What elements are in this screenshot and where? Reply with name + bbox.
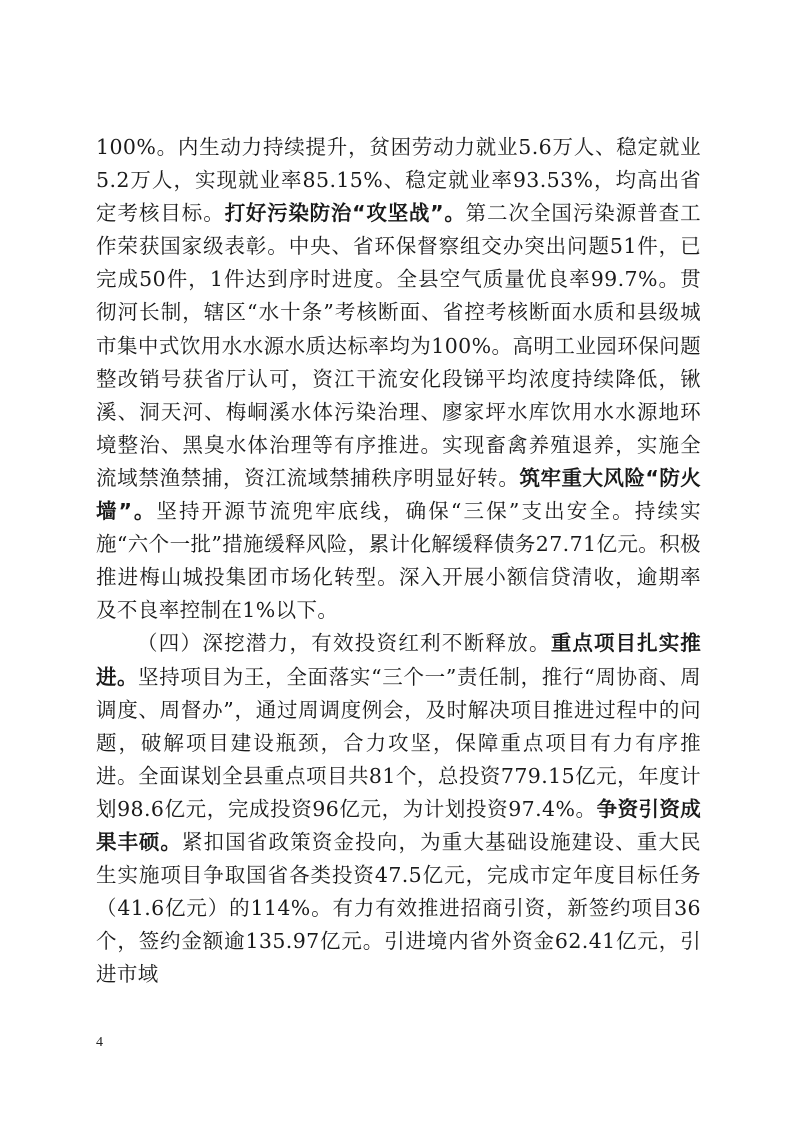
bold-heading-projects: 重点项目扎实推进。 [96, 631, 701, 689]
paragraph-1 [96, 131, 701, 627]
bold-heading-investment: 争资引资成果丰硕。 [96, 796, 701, 854]
section-heading: （四）深挖潜力，有效投资红利不断释放。 [137, 631, 551, 656]
text-segment: 100%。内生动力持续提升，贫困劳动力就业5.6万人、稳定就业5.2万人，实现就业率85.15%、稳定就业率93.53%，均高出省定考核目标。 [96, 135, 701, 226]
text-segment: 坚持项目为王，全面落实“三个一”责任制，推行“周协商、周调度、周督办”，通过周调度例会，及时解决项目推进过程中的问题，破解项目建设瓶颈，合力攻坚，保障重点项目有力有序推进。全面谋划全县重点项目共81个，总投资779.15亿元，年度计划98.6亿元，完成投资96亿元，为计划投资97.4%。 [96, 664, 701, 821]
text-segment: 第二次全国污染源普查工作荣获国家级表彰。中央、省环保督察组交办突出问题51件，已完成50件，1件达到序时进度。全县空气质量优良率99.7%。贯彻河长制，辖区“水十条”考核断面、省控考核断面水质和县级城市集中式饮用水水源水质达标率均为100%。高明工业园环保问题整改销号获省厅认可，资江干流安化段锑平均浓度持续降低，锹溪、洞天河、梅峒溪水体污染治理、廖家坪水库饮用水水源地环境整治、黑臭水体治理等有序推进。实现畜禽养殖退养，实施全流域禁渔禁捕，资江流域禁捕秩序明显好转。 [96, 201, 701, 490]
text-segment: 坚持开源节流兜牢底线，确保“三保”支出安全。持续实施“六个一批”措施缓释风险，累计化解缓释债务27.71亿元。积极推进梅山城投集团市场化转型。深入开展小额信贷清收，逾期率及不良率控制在1%以下。 [96, 499, 701, 623]
page-number: 4 [96, 1035, 103, 1050]
text-segment: 紧扣国省政策资金投向，为重大基础设施建设、重大民生实施项目争取国省各类投资47.5亿元，完成市定年度目标任务（41.6亿元）的114%。有力有效推进招商引资，新签约项目36个，签约金额逾135.97亿元。引进境内省外资金62.41亿元，引进市域 [96, 829, 701, 987]
bold-heading-risk: 筑牢重大风险“防火墙”。 [96, 465, 701, 524]
bold-heading-pollution: 打好污染防治“攻坚战”。 [224, 201, 466, 226]
paragraph-2 [96, 627, 701, 991]
body-text [96, 131, 701, 991]
